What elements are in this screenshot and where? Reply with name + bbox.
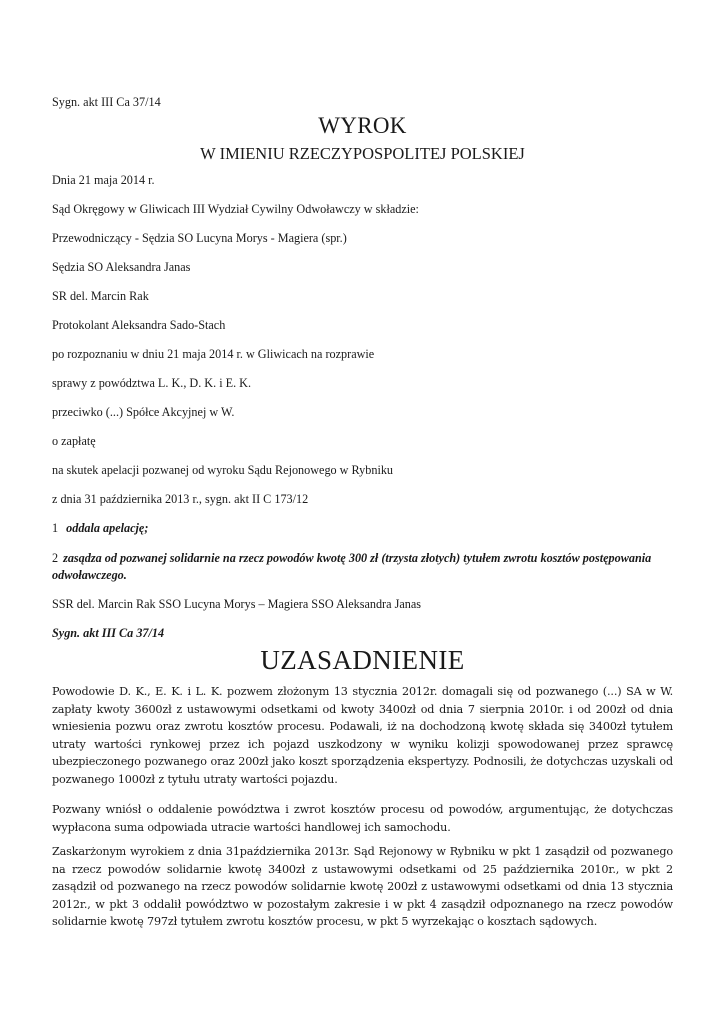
verdict-date: Dnia 21 maja 2014 r. <box>52 173 155 187</box>
verdict-subtitle: W IMIENIU RZECZYPOSPOLITEJ POLSKIEJ <box>200 144 525 163</box>
justification-paragraph-1: Powodowie D. K., E. K. i L. K. pozwem złożonym 13 stycznia 2012r. domagali się od pozwanego (...) SA w W. zapłaty kwoty 3600zł z ustawowymi odsetkami od kwoty 3400zł od dnia 7 sierpnia 2010r. i od 200zł od dnia wniesienia pozwu oraz zwrotu kosztów procesu. Podawali, iż na dochodzoną kwotę składa się 3400zł tytułem utraty wartości rynkowej przez ich pojazd uszkodzony w wyniku kolizji spowodowanej przez sprawcę ubezpieczonego pozwanego oraz 200zł jako koszt sporządzenia ekspertyzy. Podnosili, że dotychczas uzyskali od pozwanego 1000zł z tytułu utraty wartości pojazdu. <box>52 685 673 786</box>
ruling-text: zasądza od pozwanej solidarnie na rzecz powodów kwotę 300 zł (trzysta złotych) tytułem zwrotu kosztów postępowania odwoławczego. <box>52 551 652 582</box>
justification-paragraph-3: Zaskarżonym wyrokiem z dnia 31października 2013r. Sąd Rejonowy w Rybniku w pkt 1 zasądził od pozwanego na rzecz powodów solidarnie kwotę 3400zł z ustawowymi odsetkami od 25 października 2010r., w pkt 2 zasądził od pozwanego na rzecz powodów solidarnie kwotę 200zł z ustawowymi odsetkami od dnia 13 stycznia 2012r., w pkt 3 oddalił powództwo w pozostałym zakresie i w pkt 4 zasądził odpoznanego na rzecz powodów solidarnie kwotę 797zł tytułem zwrotu kosztów procesu, w pkt 5 wyrzekając o kosztach sądowych. <box>52 845 673 929</box>
ruling-number: 1 <box>52 521 59 535</box>
ruling-point-1 <box>52 521 148 536</box>
judges-signatures: SSR del. Marcin Rak SSO Lucyna Morys – Magiera SSO Aleksandra Janas <box>52 597 421 611</box>
defendant: przeciwko (...) Spółce Akcyjnej w W. <box>52 405 235 419</box>
justification-title: UZASADNIENIE <box>260 645 465 675</box>
justification-signature: Sygn. akt III Ca 37/14 <box>52 626 165 640</box>
judge: Sędzia SO Aleksandra Janas <box>52 260 191 274</box>
appeal-info: na skutek apelacji pozwanej od wyroku Sądu Rejonowego w Rybniku <box>52 463 394 477</box>
case-signature: Sygn. akt III Ca 37/14 <box>52 95 161 109</box>
delegated-judge: SR del. Marcin Rak <box>52 289 149 303</box>
case-subject: o zapłatę <box>52 434 96 448</box>
verdict-title: WYROK <box>318 113 407 138</box>
ruling-number: 2 <box>52 551 59 565</box>
court-composition: Sąd Okręgowy w Gliwicach III Wydział Cywilny Odwoławczy w składzie: <box>52 202 419 216</box>
court-clerk: Protokolant Aleksandra Sado-Stach <box>52 318 226 332</box>
lower-court-reference: z dnia 31 października 2013 r., sygn. akt II C 173/12 <box>52 492 309 506</box>
justification-paragraph-2: Pozwany wniósł o oddalenie powództwa i zwrot kosztów procesu od powodów, argumentując, że dotychczas wypłacona suma odpowiada utracie wartości handlowej ich samochodu. <box>52 803 673 834</box>
ruling-text: oddala apelację; <box>66 521 149 535</box>
case-parties: sprawy z powództwa L. K., D. K. i E. K. <box>52 376 252 390</box>
ruling-point-2 <box>52 550 673 584</box>
presiding-judge: Przewodniczący - Sędzia SO Lucyna Morys - Magiera (spr.) <box>52 231 347 245</box>
hearing-info: po rozpoznaniu w dniu 21 maja 2014 r. w Gliwicach na rozprawie <box>52 347 375 361</box>
